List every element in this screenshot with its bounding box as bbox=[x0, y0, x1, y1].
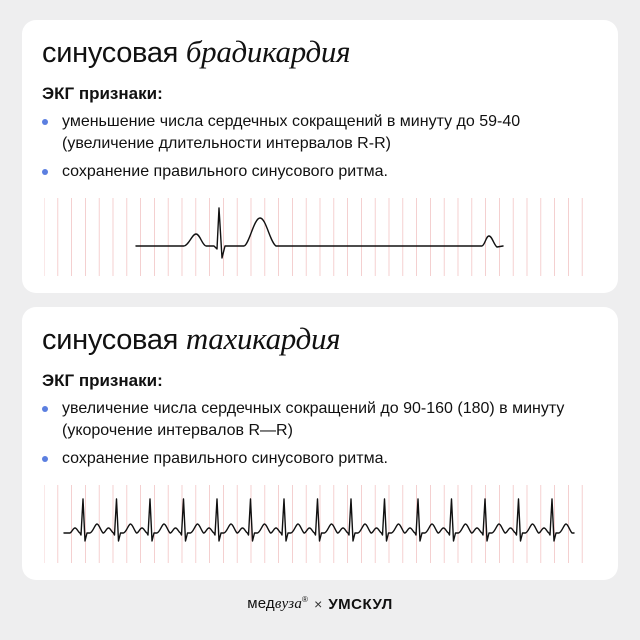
list-item-text: сохранение правильного синусового ритма. bbox=[62, 163, 388, 180]
title-italic: брадикардия bbox=[185, 34, 351, 69]
medvuza-logo: медвуза® bbox=[247, 595, 309, 612]
list-item-text: сохранение правильного синусового ритма. bbox=[62, 450, 388, 467]
bullet-icon bbox=[42, 169, 48, 175]
list-item bbox=[42, 111, 602, 155]
signs-list bbox=[42, 398, 602, 476]
bradycardia-card bbox=[22, 20, 618, 293]
card-title bbox=[42, 321, 340, 358]
list-item-text: уменьшение числа сердечных сокращений в минуту до 59-40 (увеличение длительности интервалов R-R) bbox=[62, 113, 521, 152]
card-title bbox=[42, 34, 350, 71]
ecg-signs-heading: ЭКГ признаки: bbox=[42, 371, 163, 390]
title-regular: синусовая bbox=[42, 324, 179, 356]
bullet-icon bbox=[42, 406, 48, 412]
title-italic: тахикардия bbox=[185, 321, 341, 356]
list-item bbox=[42, 161, 602, 183]
list-item bbox=[42, 448, 602, 470]
bullet-icon bbox=[42, 119, 48, 125]
signs-list bbox=[42, 111, 602, 189]
tachycardia-ecg-strip bbox=[44, 485, 596, 563]
ecg-trace bbox=[136, 208, 503, 258]
umskul-logo: УМСКУЛ bbox=[328, 595, 393, 613]
bullet-icon bbox=[42, 456, 48, 462]
list-item bbox=[42, 398, 602, 442]
separator-icon: × bbox=[314, 596, 323, 612]
title-regular: синусовая bbox=[42, 37, 179, 69]
list-item-text: увеличение числа сердечных сокращений до 90-160 (180) в минуту (укорочение интервалов R—R) bbox=[62, 400, 565, 439]
footer-logos bbox=[0, 592, 640, 616]
ecg-signs-heading: ЭКГ признаки: bbox=[42, 84, 163, 103]
tachycardia-card bbox=[22, 307, 618, 580]
bradycardia-ecg-strip bbox=[44, 198, 596, 276]
